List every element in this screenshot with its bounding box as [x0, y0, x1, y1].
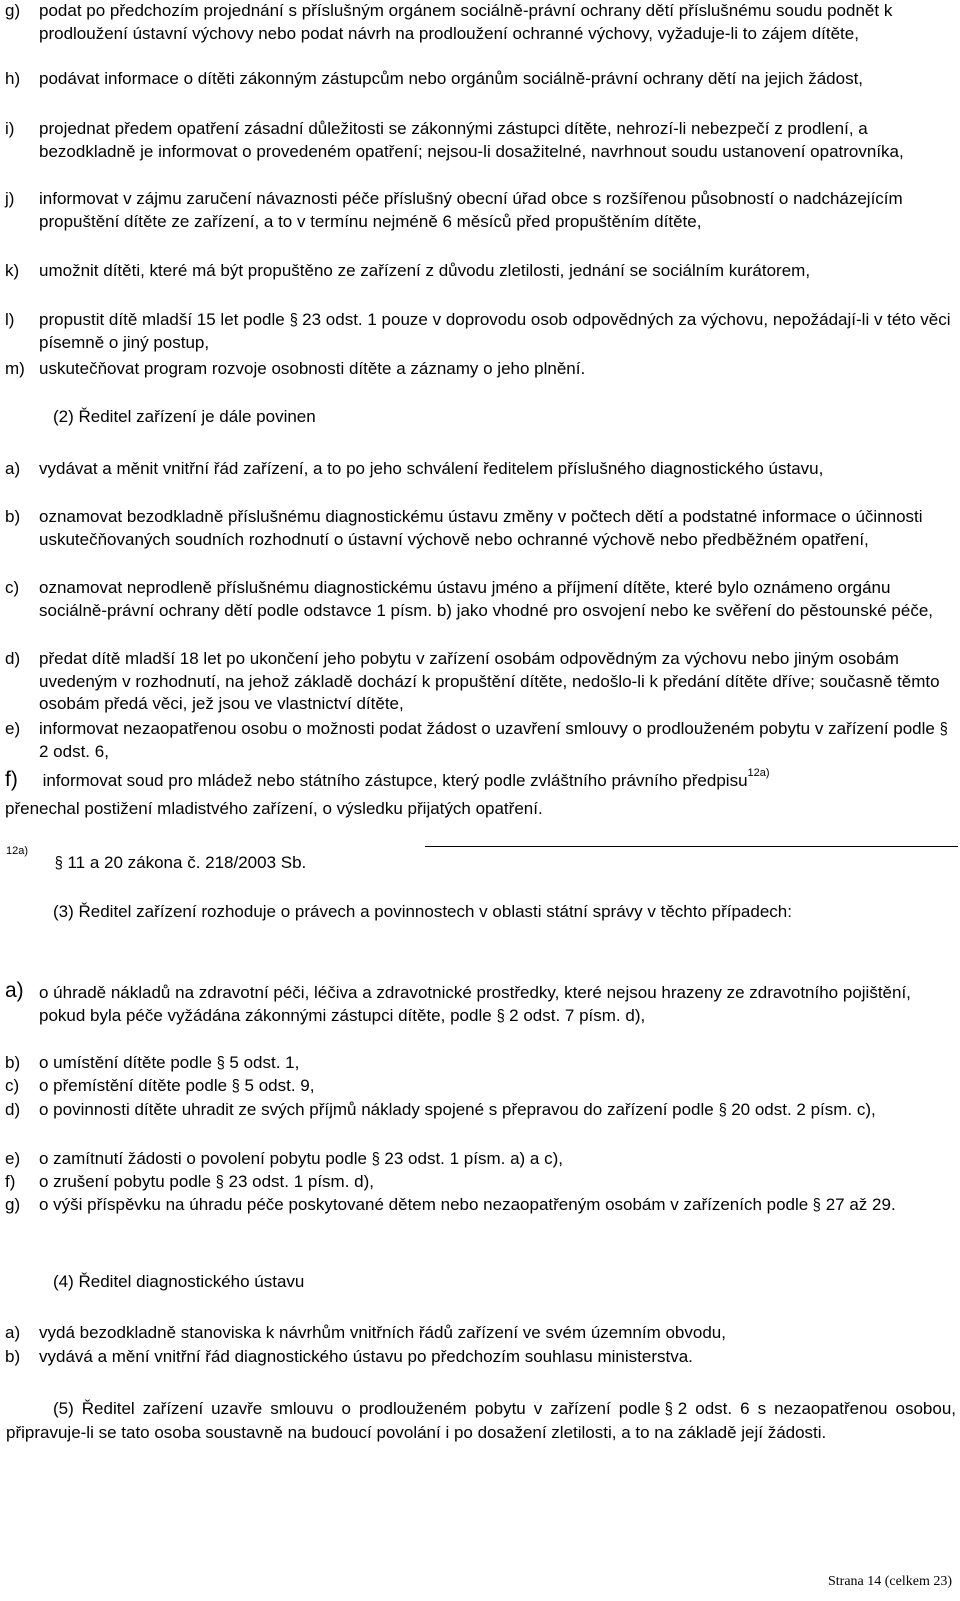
paragraph [6, 900, 956, 924]
item-text-part: o úhradě nákladů na zdravotní péči, léčiva a zdravotnické prostředky, které nejsou hrazeny ze zdravotního pojištění, pokud byla péče vyžádána zákonnými zástupci dítěte, podle [39, 983, 911, 1025]
item-text-part: o výši příspěvku na úhradu péče poskytované dětem nebo nezaopatřeným osobám v zařízeních podle [39, 1195, 809, 1214]
item-label: k) [5, 261, 20, 280]
list-item [0, 68, 958, 91]
paragraph-text: 2 odst. 6 s nezaopatřenou osobou, připravuje-li se tato osoba soustavně na budoucí povolání i po dosažení zletilosti, a to na základě její žádosti. [6, 1399, 956, 1442]
section-heading: (2) Ředitel zařízení je dále povinen [53, 407, 316, 426]
footnote-ref: 12a) [747, 767, 770, 779]
list-item [0, 0, 958, 45]
list-item [0, 118, 958, 163]
item-text: informovat v zájmu zaručení návaznosti péče příslušný obecní úřad obce s rozšířenou působností o nadcházejícím propuštění dítěte ze zařízení, a to v termínu nejméně 6 měsíců před propuštěním dítěte, [39, 189, 903, 231]
item-text [0, 1148, 958, 1171]
item-text-part: 2 odst. 7 písm. d), [509, 1005, 646, 1025]
section-heading: (4) Ředitel diagnostického ústavu [53, 1272, 305, 1291]
list-item [0, 1075, 958, 1098]
item-text: vydává a mění vnitřní řád diagnostického ústavu po předchozím souhlasu ministerstva. [39, 1347, 693, 1366]
list-item [0, 648, 958, 716]
item-text [0, 1052, 958, 1075]
section-sign: § [289, 310, 298, 329]
list-item [0, 260, 958, 283]
item-label: a) [5, 979, 24, 1002]
item-text-part: o zamítnutí žádosti o povolení pobytu podle [39, 1149, 367, 1168]
list-item [0, 1194, 958, 1217]
item-label: d) [5, 1100, 21, 1119]
item-label: a) [5, 1323, 21, 1342]
item-label: b) [5, 1347, 21, 1366]
item-text-part: informovat nezaopatřenou osobu o možnosti podat žádost o uzavření smlouvy o prodlouženém pobytu v zařízení podle [39, 719, 935, 738]
item-label: b) [5, 507, 21, 526]
item-text-part: 23 odst. 1 pouze v doprovodu osob odpovědných za výchovu, nepožádají-li v této věci písemně o jiný postup, [39, 310, 951, 352]
item-label: j) [5, 189, 15, 208]
item-text-part: informovat soud pro mládež nebo státního zástupce, který podle zvláštního právního předpisu [42, 771, 748, 790]
section-sign: § [54, 853, 63, 872]
list-item [0, 1171, 958, 1194]
section-sign: § [939, 719, 948, 738]
item-text-part: propustit dítě mladší 15 let podle [39, 310, 285, 329]
footnote-text: 11 a 20 zákona č. 218/2003 Sb. [67, 853, 307, 872]
item-label: f) [5, 1172, 16, 1191]
item-text [0, 1171, 958, 1194]
paragraph [6, 1397, 956, 1444]
list-item [0, 1052, 958, 1075]
list-item [0, 1148, 958, 1171]
section-sign: § [215, 1172, 224, 1191]
item-text [0, 1194, 958, 1217]
section-sign: § [812, 1195, 822, 1214]
item-text: umožnit dítěti, které má být propuštěno ze zařízení z důvodu zletilosti, jednání se sociálním kurátorem, [39, 261, 811, 280]
item-label: e) [5, 1149, 21, 1168]
page-number: Strana 14 (celkem 23) [827, 1574, 952, 1589]
section-sign: § [718, 1100, 727, 1119]
item-label: h) [5, 69, 21, 88]
item-text-part: o zrušení pobytu podle [39, 1172, 212, 1191]
item-text: oznamovat bezodkladně příslušnému diagnostickému ústavu změny v počtech dětí a podstatné informace o účinnosti uskutečňovaných soudních rozhodnutí o ústavní výchově nebo ochranné výchově nebo předběžném opatření, [39, 507, 923, 549]
item-text-part: 27 až 29. [825, 1195, 896, 1214]
item-text: vydávat a měnit vnitřní řád zařízení, a to po jeho schválení ředitelem příslušného diagnostického ústavu, [39, 459, 824, 478]
item-text [0, 979, 958, 1027]
item-label: c) [5, 1076, 20, 1095]
item-text: uskutečňovat program rozvoje osobnosti dítěte a záznamy o jeho plnění. [39, 359, 586, 378]
item-text: podávat informace o dítěti zákonným zástupcům nebo orgánům sociálně-právní ochrany dětí na jejich žádost, [39, 69, 864, 88]
section-heading: (3) Ředitel zařízení rozhoduje o právech a povinnostech v oblasti státní správy v těchto případech: [53, 902, 792, 921]
item-text: podat po předchozím projednání s příslušným orgánem sociálně-právní ochrany dětí příslušnému soudu podnět k prodloužení ústavní výchovy nebo podat návrh na prodloužení ochranné výchovy, vyžaduje-li to zájem dítěte, [39, 1, 893, 43]
item-text-part: 23 odst. 1 písm. d), [228, 1172, 374, 1191]
item-text-part: 23 odst. 1 písm. a) a c), [384, 1149, 563, 1168]
item-label: m) [5, 359, 25, 378]
item-text: oznamovat neprodleně příslušnému diagnostickému ústavu jméno a příjmení dítěte, které bylo oznámeno orgánu sociálně-právní ochrany dětí podle odstavce 1 písm. b) jako vhodné pro osvojení nebo ke svěření do pěstounské péče, [39, 578, 933, 620]
footnote-rule [425, 846, 958, 847]
item-text: vydá bezodkladně stanoviska k návrhům vnitřních řádů zařízení ve svém územním obvodu, [39, 1323, 726, 1342]
item-label: g) [5, 1195, 21, 1214]
item-text-part: přenechal postižení mladistvého zařízení, o výsledku přijatých opatření. [5, 799, 543, 818]
item-text-part: 20 odst. 2 písm. c), [731, 1100, 876, 1119]
list-item [0, 188, 958, 233]
list-item [0, 979, 958, 1027]
paragraph-text: (5) Ředitel zařízení uzavře smlouvu o prodlouženém pobytu v zařízení podle [53, 1399, 661, 1418]
list-item [0, 1322, 958, 1345]
section-sign: § [216, 1053, 225, 1072]
item-text-part: o přemístění dítěte podle [39, 1076, 228, 1095]
item-label: c) [5, 578, 20, 597]
footnote-mark: 12a) [6, 845, 29, 857]
list-item [0, 458, 958, 481]
item-text-part: 5 odst. 9, [244, 1076, 315, 1095]
list-item [0, 1099, 958, 1122]
section-sign: § [665, 1399, 674, 1418]
item-label: e) [5, 719, 21, 738]
item-label: i) [5, 119, 15, 138]
section-sign: § [371, 1149, 380, 1168]
item-text-part: 2 odst. 6, [39, 741, 109, 761]
footnote [6, 842, 306, 878]
list-item [0, 718, 958, 763]
item-text-part: 5 odst. 1, [229, 1053, 300, 1072]
item-label: b) [5, 1053, 21, 1072]
list-item [0, 577, 958, 622]
list-item [5, 767, 955, 821]
item-label: l) [5, 310, 15, 329]
list-item [0, 1346, 958, 1369]
item-text [0, 718, 958, 763]
item-text [0, 1075, 958, 1098]
item-label: g) [5, 1, 21, 20]
item-text [0, 1099, 958, 1122]
section-sign: § [496, 1005, 505, 1025]
list-item [0, 358, 958, 381]
item-text-part: o povinnosti dítěte uhradit ze svých příjmů náklady spojené s přepravou do zařízení podle [39, 1100, 714, 1119]
list-item [0, 309, 958, 354]
item-text [0, 309, 958, 354]
item-label: d) [5, 649, 21, 668]
item-text: předat dítě mladší 18 let po ukončení jeho pobytu v zařízení osobám odpovědným za výchovu nebo jiným osobám uvedeným v rozhodnutí, na jehož základě dochází k propuštění dítěte, nedošlo-li k předání dítěte dříve; současně těmto osobám předá věci, jež jsou ve vlastnictví dítěte, [39, 649, 940, 713]
item-text-part: o umístění dítěte podle [39, 1053, 212, 1072]
item-text: projednat předem opatření zásadní důležitosti se zákonnými zástupci dítěte, nehrozí-li nebezpečí z prodlení, a bezodkladně je informovat o provedeném opatření; nejsou-li dosažitelné, navrhnout soudu ustanovení opatrovníka, [39, 119, 904, 161]
list-item [0, 506, 958, 551]
section-sign: § [231, 1076, 240, 1095]
item-label: a) [5, 459, 21, 478]
item-label: f) [5, 768, 18, 791]
